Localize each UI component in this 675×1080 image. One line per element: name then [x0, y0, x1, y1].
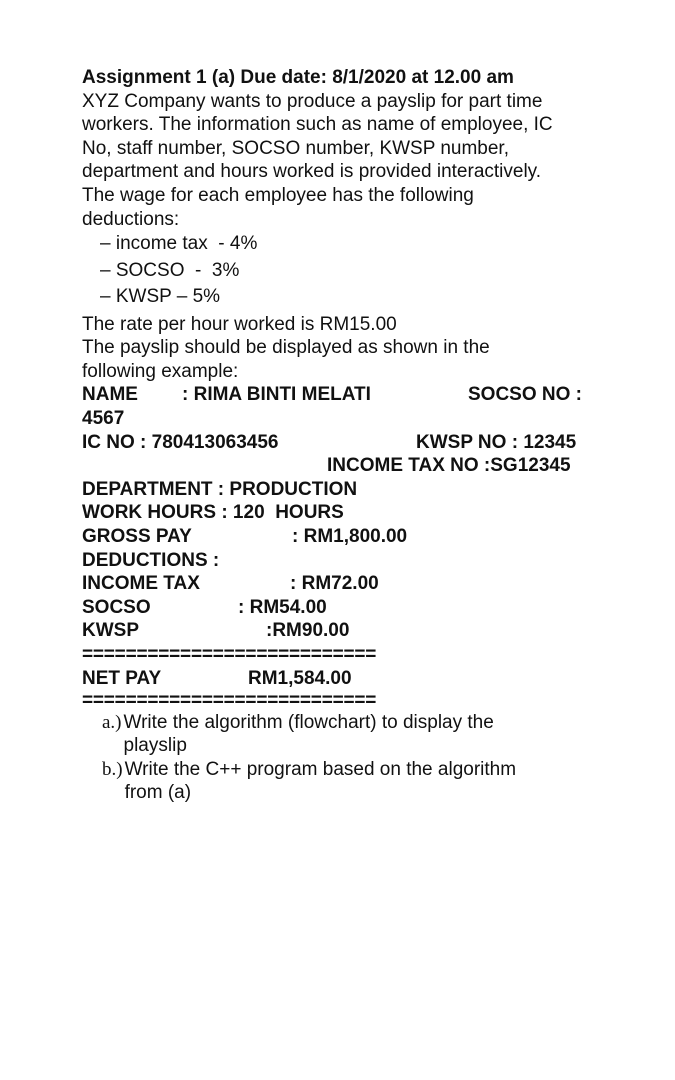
- payslip-tax-row: [82, 454, 602, 478]
- gross-pay-value: : RM1,800.00: [292, 526, 408, 547]
- socso-no-label: SOCSO NO :: [468, 384, 583, 406]
- payslip-name-row: [82, 383, 602, 407]
- kwsp-value: :RM90.00: [266, 620, 350, 642]
- payslip-ic-row: [82, 431, 602, 455]
- task-line: from (a): [124, 782, 192, 804]
- separator-top: ===========================: [82, 646, 377, 663]
- separator-bottom: ===========================: [82, 692, 377, 709]
- income-tax-label: INCOME TAX: [82, 573, 200, 595]
- assignment-heading: Assignment 1 (a) Due date: 8/1/2020 at 12.00 am: [82, 67, 514, 88]
- income-tax-value: : RM72.00: [290, 573, 379, 595]
- example-line: following example:: [82, 360, 239, 382]
- intro-line: deductions:: [82, 208, 180, 230]
- kwsp-label: KWSP: [82, 620, 139, 642]
- deduction-item: – SOCSO - 3%: [100, 259, 240, 281]
- name-label: NAME: [82, 384, 138, 406]
- deduction-item: – income tax - 4%: [100, 233, 258, 255]
- income-tax-no: INCOME TAX NO :SG12345: [327, 455, 571, 477]
- task-line: Write the C++ program based on the algorithm: [124, 758, 517, 780]
- payslip-example: [82, 383, 602, 708]
- example-line: The payslip should be displayed as shown in the: [82, 337, 490, 359]
- name-value: : RIMA BINTI MELATI: [182, 384, 371, 406]
- net-pay-label: NET PAY: [82, 667, 162, 689]
- task-marker: b.): [102, 758, 123, 780]
- net-pay-value: RM1,584.00: [248, 667, 352, 689]
- intro-line: The wage for each employee has the following: [82, 184, 474, 206]
- intro-line: No, staff number, SOCSO number, KWSP number,: [82, 137, 509, 159]
- deductions-label: DEDUCTIONS :: [82, 549, 220, 571]
- kwsp-row: [82, 619, 602, 643]
- socso-no-value: 4567: [82, 408, 125, 430]
- task-text: [125, 758, 565, 805]
- intro-line: department and hours worked is provided interactively.: [82, 161, 542, 183]
- intro-paragraph: [82, 90, 602, 232]
- work-hours: WORK HOURS : 120 HOURS: [82, 502, 344, 524]
- socso-row: [82, 596, 602, 620]
- assignment-document: [82, 66, 602, 805]
- department: DEPARTMENT : PRODUCTION: [82, 478, 358, 500]
- task-marker: a.): [102, 711, 122, 733]
- task-text: [124, 711, 564, 758]
- task-list: [82, 711, 602, 805]
- task-line: playslip: [123, 735, 187, 757]
- task-item-b: [82, 758, 602, 805]
- gross-pay-row: [82, 525, 602, 549]
- kwsp-no: KWSP NO : 12345: [416, 431, 577, 453]
- task-item-a: [82, 711, 602, 758]
- intro-line: workers. The information such as name of employee, IC: [82, 114, 553, 136]
- rate-line: The rate per hour worked is RM15.00: [82, 313, 397, 335]
- deduction-item: – KWSP – 5%: [100, 286, 221, 308]
- intro-line: XYZ Company wants to produce a payslip for part time: [82, 90, 543, 112]
- income-tax-row: [82, 572, 602, 596]
- gross-pay-label: GROSS PAY: [82, 526, 192, 547]
- socso-label: SOCSO: [82, 596, 151, 618]
- net-pay-row: [82, 667, 602, 691]
- task-line: Write the algorithm (flowchart) to display the: [123, 711, 494, 733]
- ic-no: IC NO : 780413063456: [82, 431, 279, 453]
- deduction-list: [82, 231, 602, 311]
- socso-value: : RM54.00: [238, 596, 327, 618]
